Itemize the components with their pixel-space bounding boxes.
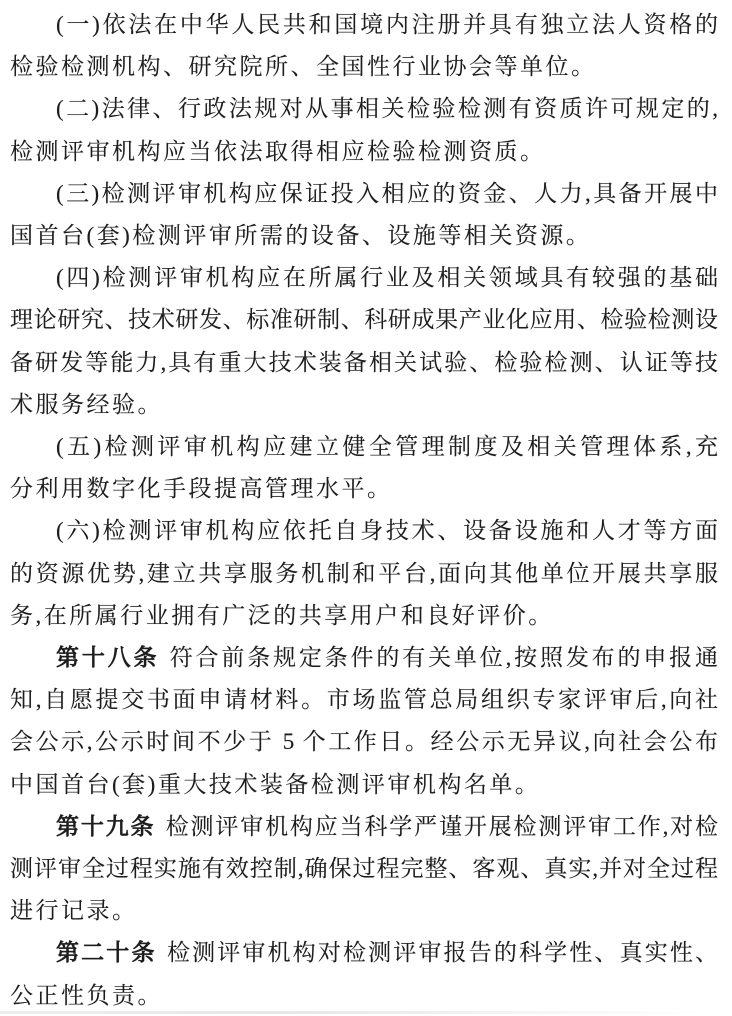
text-line: (六)检测评审机构应依托自身技术、设备设施和人才等方面 (56, 518, 718, 544)
text-line (10, 806, 718, 848)
text-line: 检验检测机构、研究院所、全国性行业协会等单位。 (10, 54, 597, 80)
text-line: 备研发等能力,具有重大技术装备相关试验、检验检测、认证等技 (10, 349, 718, 375)
article-number: 第十八条 (56, 645, 160, 672)
line-text: 检测评审机构应当科学严谨开展检测评审工作,对检 (165, 813, 719, 839)
text-line: (二)法律、行政法规对从事相关检验检测有资质许可规定的, (56, 96, 718, 122)
text-line: 国首台(套)检测评审所需的设备、设施等相关资源。 (10, 223, 592, 249)
text-line: 进行记录。 (10, 898, 138, 924)
text-line: 会公示,公示时间不少于 5 个工作日。经公示无异议,向社会公布 (10, 729, 718, 755)
document-body (10, 4, 718, 1016)
text-line: 公正性负责。 (10, 982, 163, 1008)
article-number: 第十九条 (56, 813, 156, 840)
scan-artifact (0, 1011, 706, 1014)
text-line (10, 932, 718, 974)
article-number: 第二十条 (56, 940, 157, 967)
text-line: 术服务经验。 (10, 391, 163, 417)
text-line: 分利用数字化手段提高管理水平。 (10, 476, 393, 502)
text-line: 务,在所属行业拥有广泛的共享用户和良好评价。 (10, 602, 554, 628)
line-text: 检测评审机构对检测评审报告的科学性、真实性、 (166, 940, 719, 966)
text-line: 测评审全过程实施有效控制,确保过程完整、客观、真实,并对全过程 (10, 856, 718, 882)
text-line: (三)检测评审机构应保证投入相应的资金、人力,具备开展中 (56, 180, 718, 206)
text-line: 中国首台(套)重大技术装备检测评审机构名单。 (10, 771, 541, 797)
text-line: (四)检测评审机构应在所属行业及相关领域具有较强的基础 (56, 265, 718, 291)
text-line (10, 637, 718, 679)
text-line: 知,自愿提交书面申请材料。市场监管总局组织专家评审后,向社 (10, 687, 718, 713)
text-line: (一)依法在中华人民共和国境内注册并具有独立法人资格的 (56, 12, 718, 37)
text-line: 检测评审机构应当依法取得相应检验检测资质。 (10, 138, 546, 164)
text-line: 理论研究、技术研发、标准研制、科研成果产业化应用、检验检测设 (10, 307, 718, 333)
text-line: (五)检测评审机构应建立健全管理制度及相关管理体系,充 (56, 434, 718, 460)
line-text: 符合前条规定条件的有关单位,按照发布的申报通 (169, 645, 719, 671)
text-line: 的资源优势,建立共享服务机制和平台,面向其他单位开展共享服 (10, 560, 718, 586)
